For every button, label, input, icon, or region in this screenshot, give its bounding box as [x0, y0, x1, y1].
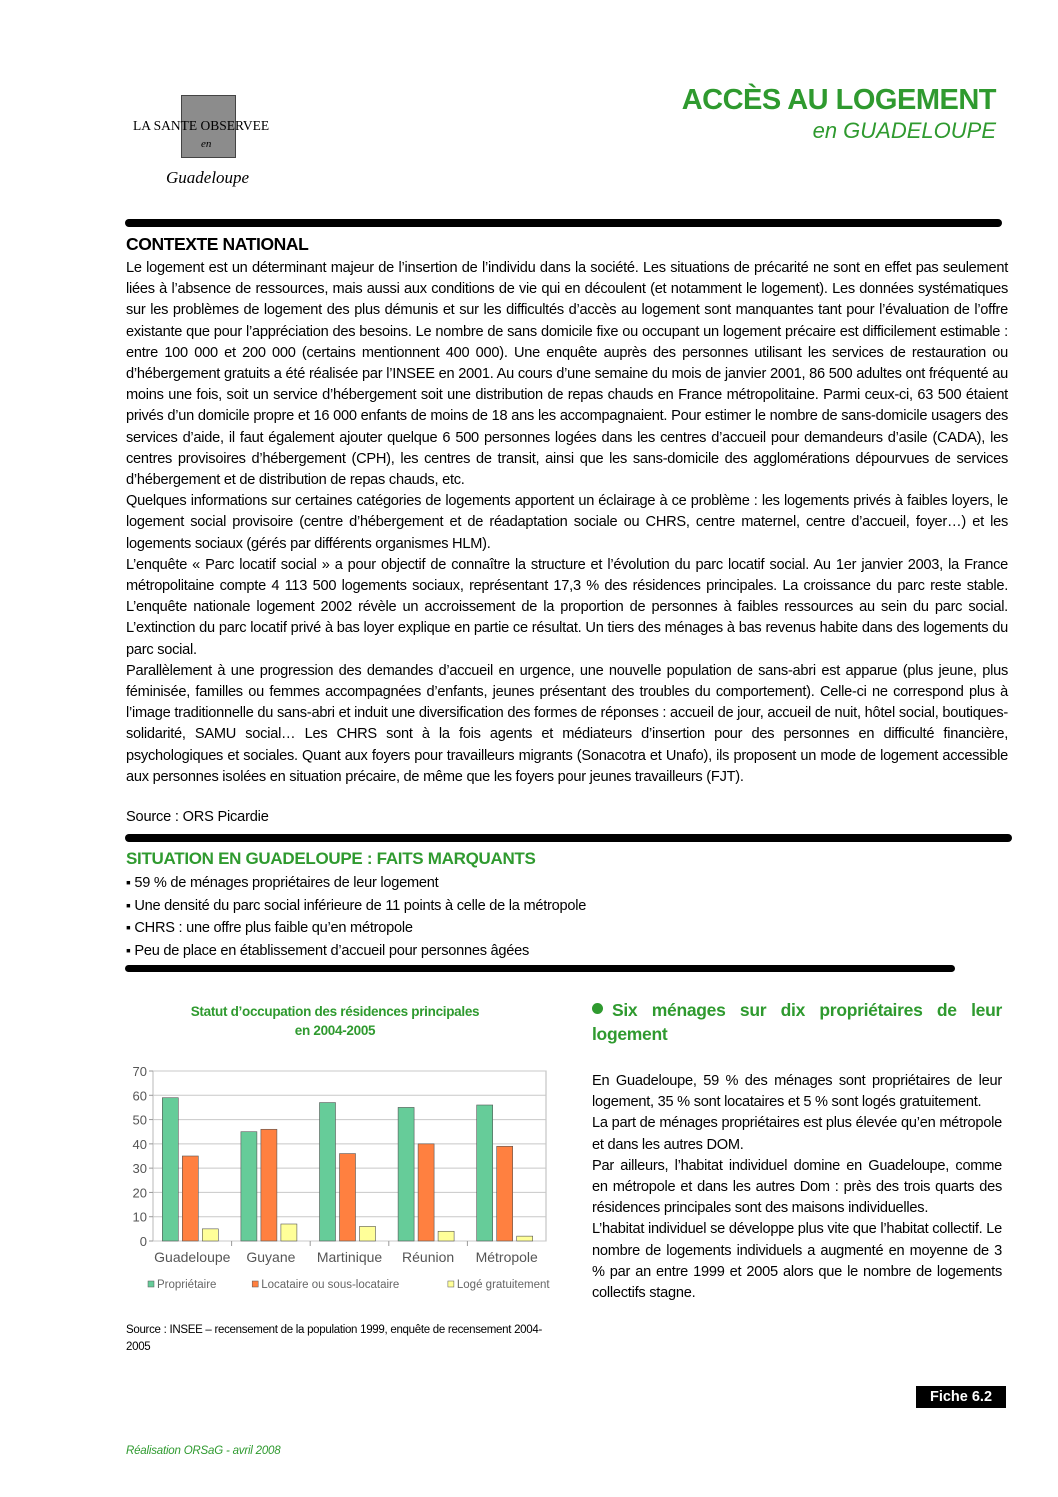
bar: [517, 1236, 533, 1241]
bar: [261, 1129, 277, 1241]
side-body: [592, 1071, 1002, 1304]
bar: [202, 1229, 218, 1241]
legend-swatch: [148, 1281, 154, 1287]
side-title-text: Six ménages sur dix propriétaires de leur logement: [592, 1000, 1002, 1044]
bar: [477, 1105, 493, 1241]
legend-label: Logé gratuitement: [456, 1279, 550, 1291]
bar: [320, 1103, 336, 1241]
logo-text-line3: Guadeloupe: [166, 168, 250, 187]
source-note-national: Source : ORS Picardie: [126, 809, 269, 825]
section-body-national: [126, 258, 1008, 788]
list-item: ▪ CHRS : une offre plus faible qu’en métropole: [126, 917, 586, 940]
divider-bottom: [125, 965, 955, 972]
side-title: [592, 998, 1002, 1046]
divider-top: [125, 219, 1002, 227]
bar: [497, 1146, 513, 1241]
paragraph: Quelques informations sur certaines catégories de logements apportent un éclairage à ce problème : les logements privés à faibles loyers, le logement social provisoire (centre d’hébergement et de réadaptation sociale ou CHRS, centre maternel, centre d’accueil, foyer…) et les logements sociaux (gérés par différents organismes HLM).: [126, 493, 1008, 552]
bar: [360, 1226, 376, 1241]
bar-chart: [118, 1058, 550, 1304]
chart-source: Source : INSEE – recensement de la population 1999, enquête de recensement 2004-2005: [126, 1324, 542, 1353]
list-item: ▪ 59 % de ménages propriétaires de leur logement: [126, 872, 586, 895]
bar: [398, 1107, 414, 1241]
legend-swatch: [252, 1281, 258, 1287]
list-item: ▪ Une densité du parc social inférieure de 11 points à celle de la métropole: [126, 895, 586, 918]
bar: [182, 1156, 198, 1241]
bar: [281, 1224, 297, 1241]
paragraph: En Guadeloupe, 59 % des ménages sont propriétaires de leur logement, 35 % sont locataires et 5 % sont logés gratuitement.: [592, 1073, 1002, 1111]
chart-title: [150, 1002, 520, 1040]
y-tick-label: 30: [132, 1161, 147, 1177]
paragraph: La part de ménages propriétaires est plus élevée qu’en métropole et dans les autres DOM.: [592, 1115, 1002, 1153]
paragraph: Par ailleurs, l’habitat individuel domine en Guadeloupe, comme en métropole et dans les autres Dom : près des trois quarts des résidences principales sont des maisons individuelles.: [592, 1157, 1002, 1217]
list-item: ▪ Peu de place en établissement d’accueil pour personnes âgées: [126, 940, 586, 963]
paragraph: Le logement est un déterminant majeur de l’insertion de l’individu dans la société. Les situations de précarité ne sont en effet pas seulement liées à l’absence de ressources, mais aussi aux conditions de vie qui en découlent (et notamment le logement). Les données systématiques sur les problèmes de logement des plus démunis et sur les difficultés d’accès au logement sont manquantes tant pour l’évaluation de l’offre existante que pour l’appréciation des besoins. Le nombre de sans domicile fixe ou occupant un logement précaire est difficilement estimable : entre 100 000 et 200 000 (certains mentionnent 400 000). Une enquête auprès des personnes utilisant les services de restauration ou d’hébergement gratuits a été réalisée par l’INSEE en 2001. Au cours d’une semaine du mois de janvier 2001, 86 500 adultes ont fréquenté au moins une fois, soit un service d’hébergement soit une distribution de repas chauds en France métropolitaine. Parmi ceux-ci, 63 500 étaient privés d’un domicile propre et 16 000 enfants de moins de 18 ans les accompagnaient. Pour estimer le nombre de sans-domicile usagers des services d’aide, il faut également ajouter quelque 6 500 personnes logées dans les centres d’accueil pour demandeurs d’asile (CADA), les centres provisoires d’hébergement (CPH), les centres de transit, ainsi que les sans-domicile des agglomérations dépourvues de services d’hébergement et de distribution de repas chauds, etc.: [126, 260, 1008, 489]
y-tick-label: 60: [132, 1088, 147, 1104]
x-tick-label: Guadeloupe: [154, 1249, 231, 1265]
bullet-dot-icon: [592, 1003, 603, 1014]
legend-label: Locataire ou sous-locataire: [261, 1279, 400, 1291]
section-title-guadeloupe: SITUATION EN GUADELOUPE : FAITS MARQUANTS: [126, 849, 536, 868]
x-tick-label: Réunion: [402, 1249, 455, 1265]
y-tick-label: 40: [132, 1136, 147, 1152]
legend-swatch: [448, 1281, 454, 1287]
section-title-national: CONTEXTE NATIONAL: [126, 234, 309, 254]
bar: [340, 1154, 356, 1241]
paragraph: L’habitat individuel se développe plus vite que l’habitat collectif. Le nombre de logements individuels a augmenté en moyenne de 3 % par an entre 1999 et 2005 alors que le nombre de logements collectifs stagne.: [592, 1221, 1002, 1302]
x-tick-label: Martinique: [316, 1249, 383, 1265]
y-tick-label: 10: [132, 1209, 147, 1225]
facts-list: [126, 872, 586, 962]
chart-title-line1: Statut d’occupation des résidences principales: [190, 1004, 480, 1019]
fiche-badge: Fiche 6.2: [916, 1386, 1006, 1408]
logo-text-line1: LA SANTE OBSERVEE: [133, 118, 270, 133]
page-title: ACCÈS AU LOGEMENT: [681, 84, 996, 116]
y-tick-label: 70: [132, 1064, 147, 1079]
bar: [241, 1132, 257, 1241]
y-tick-label: 20: [132, 1185, 147, 1201]
paragraph: Parallèlement à une progression des demandes d’accueil en urgence, une nouvelle population de sans-abri est apparue (plus jeune, plus féminisée, familles ou femmes accompagnées d’enfants, jeunes présentant des troubles du comportement). Celle-ci ne correspond plus à l’image traditionnelle du sans-abri et induit une diversification des formes de réponses : accueil de jour, accueil de nuit, hôtel social, boutiques-solidarité, SAMU social… Les CHRS sont à la fois agents et médiateurs d’insertion pour des personnes en difficulté financière, psychologiques et sociales. Quant aux foyers pour travailleurs migrants (Sonacotra et Unafo), ils proposent un mode de logement accessible aux personnes isolées en situation précaire, de même que les foyers pour jeunes travailleurs (FJT).: [126, 662, 1008, 785]
y-tick-label: 0: [139, 1234, 147, 1249]
legend-label: Propriétaire: [157, 1279, 217, 1291]
chart-title-line2: en 2004-2005: [294, 1023, 376, 1038]
bar: [438, 1231, 454, 1241]
divider-middle: [125, 834, 1012, 842]
bar: [418, 1144, 434, 1241]
x-tick-label: Guyane: [246, 1249, 296, 1265]
bar: [162, 1098, 178, 1241]
paragraph: L’enquête « Parc locatif social » a pour objectif de connaître la structure et l’évolution du parc locatif social. Au 1er janvier 2003, la France métropolitaine compte 4 113 500 logements sociaux, représentant 17,3 % des résidences principales. La croissance du parc reste stable. L’enquête nationale logement 2002 révèle un accroissement de la proportion de personnes à faibles ressources au sein du parc social. L’extinction du parc locatif privé à bas loyer explique en partie ce résultat. Un tiers des ménages à bas revenus habite dans des logements du parc social.: [126, 556, 1008, 658]
footer-credit: Réalisation ORSaG - avril 2008: [126, 1445, 281, 1457]
page-subtitle: en GUADELOUPE: [812, 118, 996, 143]
y-tick-label: 50: [132, 1112, 147, 1128]
logo-text-line2: en: [201, 138, 212, 150]
x-tick-label: Métropole: [475, 1249, 538, 1265]
